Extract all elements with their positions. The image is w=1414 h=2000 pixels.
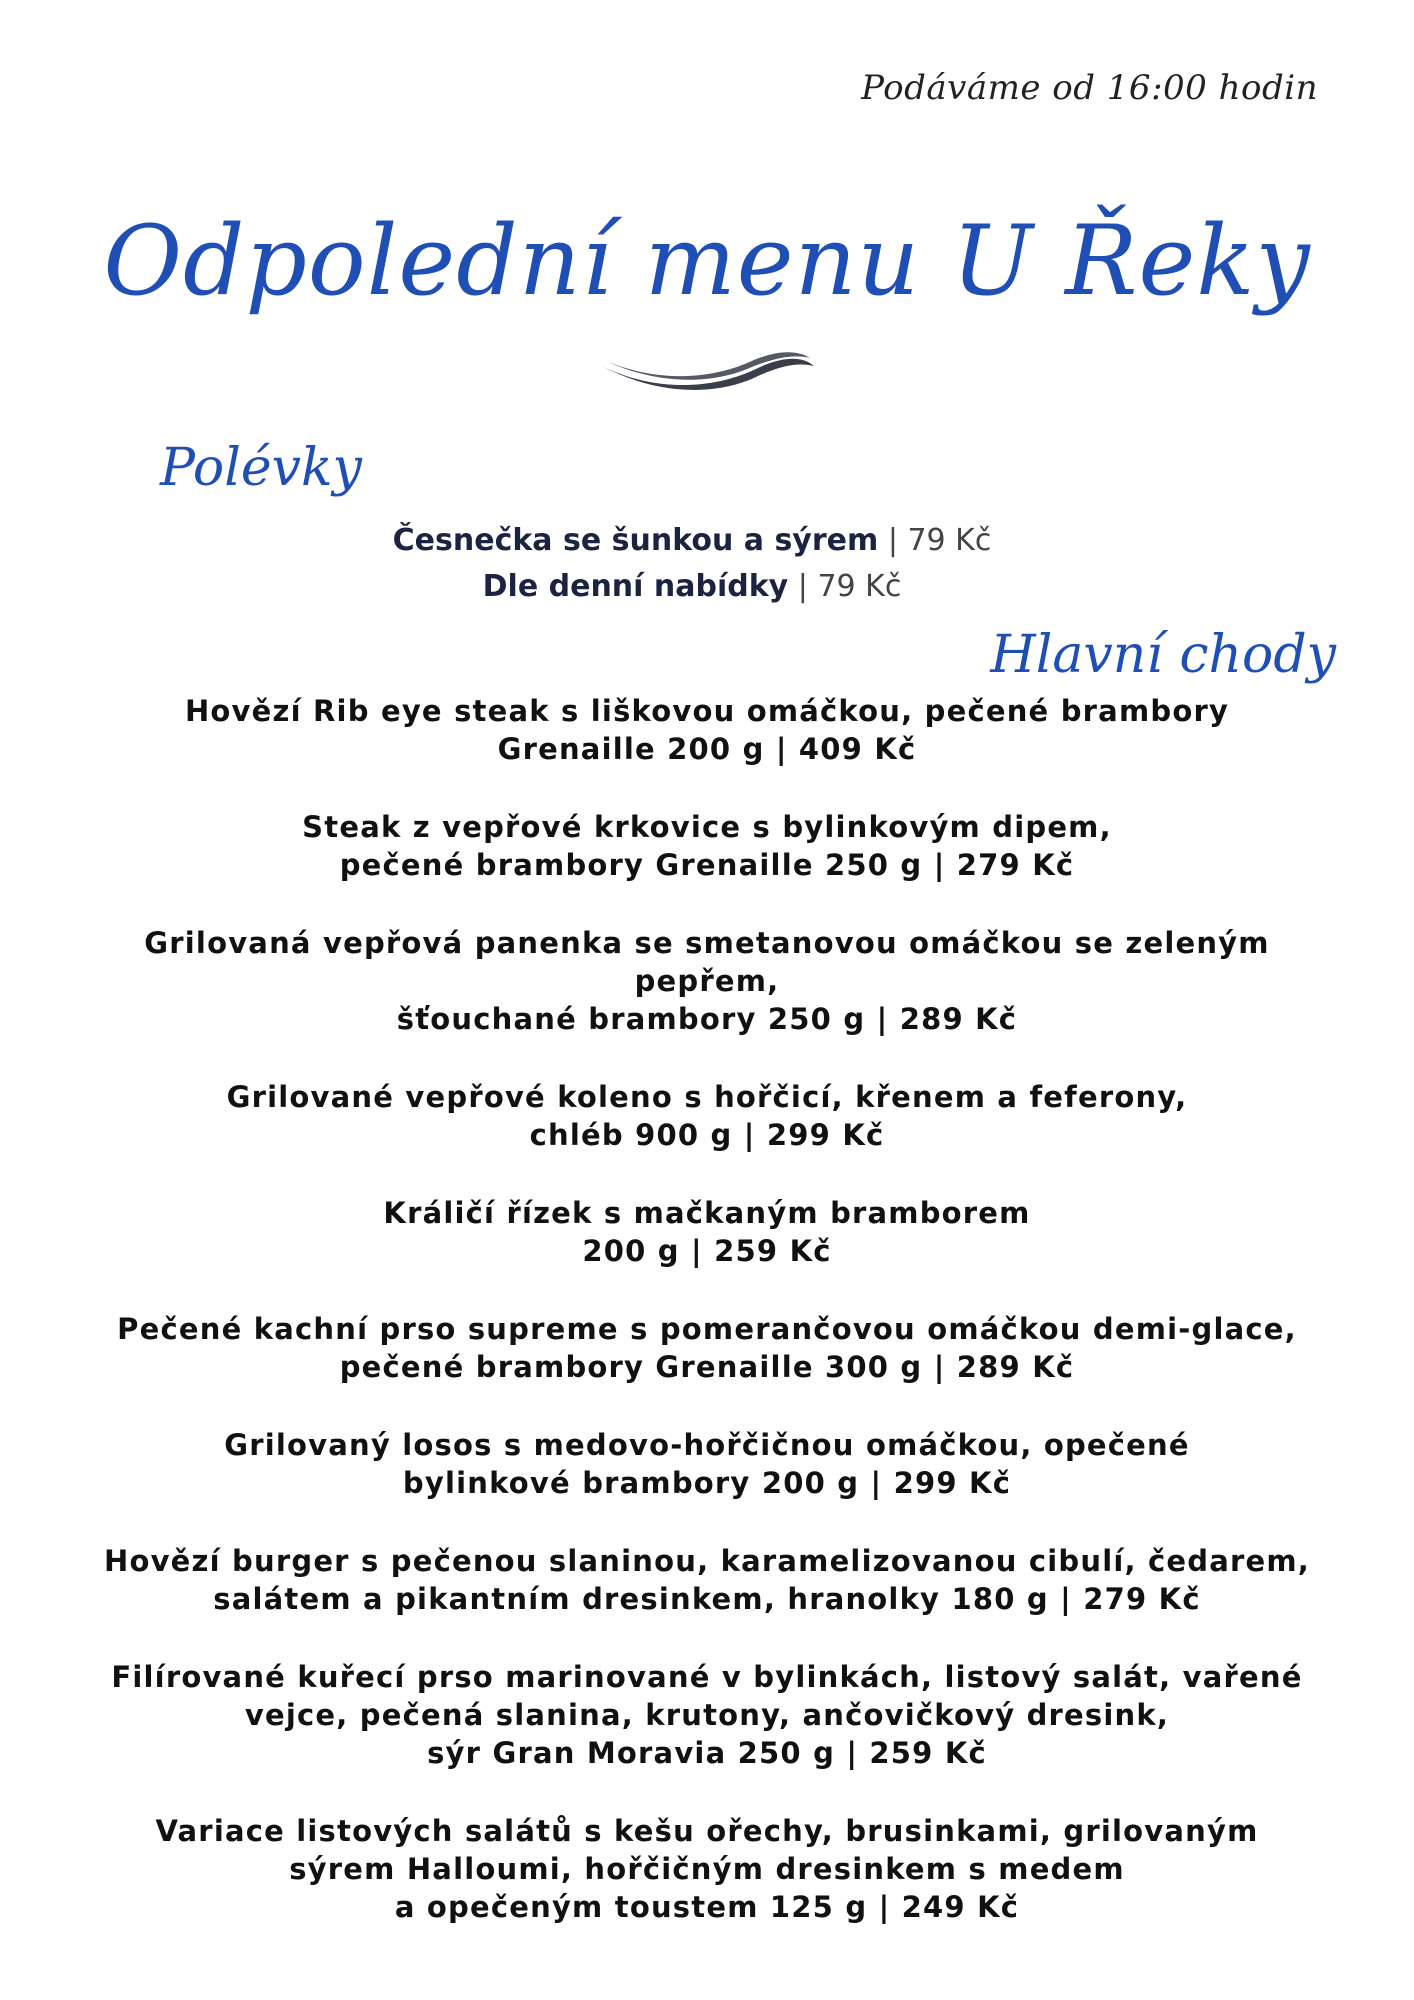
soups-heading: Polévky [160, 438, 362, 498]
dish-line: 200 g | 259 Kč [582, 1234, 832, 1268]
list-item [100, 1078, 1314, 1154]
list-item [100, 1658, 1314, 1772]
dish-line: sýrem Halloumi, hořčičným dresinkem s medem [289, 1852, 1125, 1886]
list-item [100, 1310, 1314, 1386]
dish-line: Filírované kuřecí prso marinované v bylinkách, listový salát, vařené [111, 1660, 1303, 1694]
dish-line: pečené brambory Grenaille 250 g | 279 Kč [339, 848, 1075, 882]
serving-time-note: Podáváme od 16:00 hodin [861, 68, 1318, 108]
dish-line: Variace listových salátů s kešu ořechy, brusinkami, grilovaným [155, 1814, 1259, 1848]
dish-line: a opečeným toustem 125 g | 249 Kč [394, 1890, 1020, 1924]
dish-line: Králičí řízek s mačkaným bramborem [383, 1196, 1031, 1230]
soup-price: | 79 Kč [797, 569, 902, 604]
main-courses-heading: Hlavní chody [990, 625, 1336, 685]
list-item [100, 1812, 1314, 1926]
list-item [0, 518, 1414, 564]
dish-line: Hovězí burger s pečenou slaninou, karamelizovanou cibulí, čedarem, [103, 1544, 1311, 1578]
dish-line: Hovězí Rib eye steak s liškovou omáčkou, pečené brambory [184, 694, 1230, 728]
list-item [100, 692, 1314, 768]
dish-line: Grilovaný losos s medovo-hořčičnou omáčkou, opečené [224, 1428, 1190, 1462]
soup-price: | 79 Kč [887, 523, 992, 558]
dish-line: bylinkové brambory 200 g | 299 Kč [402, 1466, 1012, 1500]
dish-line: Grilovaná vepřová panenka se smetanovou omáčkou se zeleným pepřem, [144, 926, 1270, 998]
list-item [100, 1426, 1314, 1502]
dish-line: pečené brambory Grenaille 300 g | 289 Kč [339, 1350, 1075, 1384]
dish-line: sýr Gran Moravia 250 g | 259 Kč [427, 1736, 987, 1770]
list-item [100, 924, 1314, 1038]
main-courses-list [100, 692, 1314, 1966]
dish-line: Steak z vepřové krkovice s bylinkovým dipem, [302, 810, 1112, 844]
dish-line: šťouchané brambory 250 g | 289 Kč [396, 1002, 1018, 1036]
list-item [100, 1194, 1314, 1270]
list-item [0, 564, 1414, 610]
decorative-swoosh-icon [598, 344, 818, 404]
soup-name: Dle denní nabídky [482, 569, 789, 604]
dish-line: salátem a pikantním dresinkem, hranolky 180 g | 279 Kč [213, 1582, 1201, 1616]
dish-line: vejce, pečená slanina, krutony, ančovičkový dresink, [244, 1698, 1170, 1732]
dish-line: Grenaille 200 g | 409 Kč [497, 732, 917, 766]
menu-title: Odpolední menu U Řeky [103, 205, 1311, 317]
soup-name: Česnečka se šunkou a sýrem [392, 523, 879, 558]
dish-line: chléb 900 g | 299 Kč [529, 1118, 885, 1152]
list-item [100, 808, 1314, 884]
soups-list [0, 518, 1414, 610]
list-item [100, 1542, 1314, 1618]
dish-line: Pečené kachní prso supreme s pomerančovou omáčkou demi-glace, [117, 1312, 1297, 1346]
dish-line: Grilované vepřové koleno s hořčicí, křenem a feferony, [226, 1080, 1188, 1114]
